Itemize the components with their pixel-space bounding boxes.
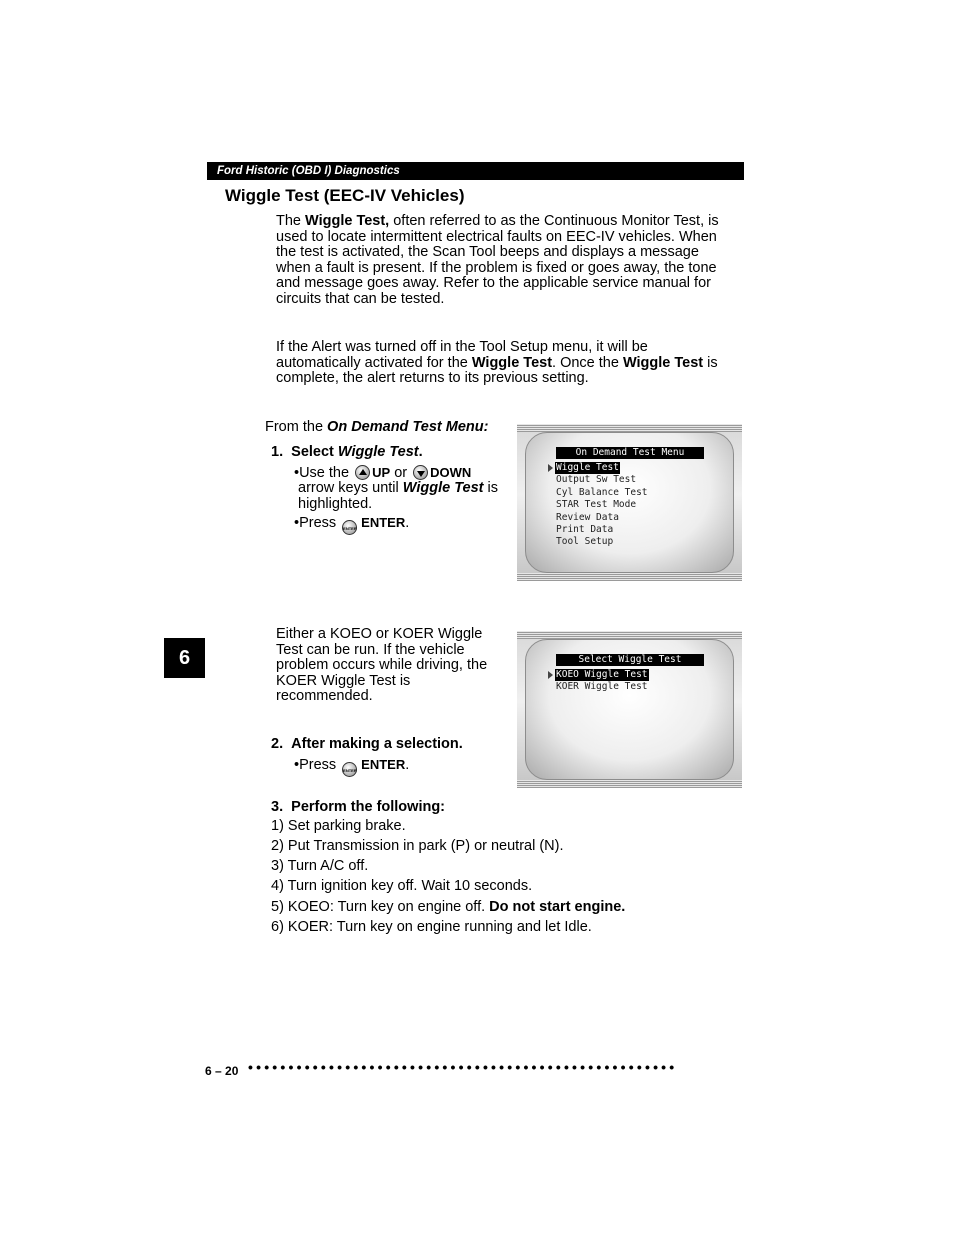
list-item: 2) Put Transmission in park (P) or neutral (N). [271, 838, 564, 854]
from-line: From the On Demand Test Menu: [265, 419, 489, 435]
screen-2-title: Select Wiggle Test [556, 654, 704, 666]
selection-pointer-icon [548, 464, 553, 472]
screen-1-item-tool-setup: Tool Setup [556, 536, 614, 547]
scan-tool-screen-on-demand-menu [517, 424, 742, 581]
list-item: 3) Turn A/C off. [271, 858, 369, 874]
step-1-use-keys: •Use the UP or DOWN [294, 465, 472, 481]
list-item: 6) KOER: Turn key on engine running and let Idle. [271, 919, 592, 935]
running-header: Ford Historic (OBD I) Diagnostics [207, 162, 744, 180]
step-1-press-enter: •Press ENTER ENTER. [294, 515, 409, 535]
screen-1-item-cyl-balance-test: Cyl Balance Test [556, 487, 648, 498]
down-arrow-key-icon [413, 465, 428, 480]
intro-paragraph: The Wiggle Test, often referred to as the Continuous Monitor Test, is used to locate intermittent electrical faults on EEC-IV vehicles. When the test is activated, the Scan Tool beeps and displays a message when a fault is present. If the problem is fixed or goes away, the tone and message goes away. Refer to the applicable service manual for circuits that can be tested. [276, 213, 719, 307]
step-2-press-enter: •Press ENTER ENTER. [294, 757, 409, 777]
footer-dot-leader: ••••••••••••••••••••••••••••••••••••••••••••••••••••• [248, 1059, 678, 1075]
koeo-koer-paragraph: Either a KOEO or KOER Wiggle Test can be run. If the vehicle problem occurs while driving, the KOER Wiggle Test is recommended. [276, 626, 488, 705]
scan-tool-screen-select-wiggle-test [517, 631, 742, 788]
screen-1-item-star-test-mode: STAR Test Mode [556, 499, 637, 510]
alert-paragraph: If the Alert was turned off in the Tool Setup menu, it will be automatically activated for the Wiggle Test. Once the Wiggle Test is complete, the alert returns to its previous setting. [276, 339, 718, 387]
selection-pointer-icon [548, 671, 553, 679]
section-title: Wiggle Test (EEC-IV Vehicles) [225, 186, 465, 205]
screen-2-item-koeo-wiggle-test: KOEO Wiggle Test [556, 669, 648, 680]
screen-1-item-output-sw-test: Output Sw Test [556, 474, 637, 485]
up-arrow-key-icon [355, 465, 370, 480]
screen-2-item-koer-wiggle-test: KOER Wiggle Test [556, 681, 648, 692]
chapter-tab: 6 [164, 638, 205, 678]
enter-key-icon: ENTER [342, 762, 357, 777]
screen-1-item-print-data: Print Data [556, 524, 614, 535]
list-item: 4) Turn ignition key off. Wait 10 seconds. [271, 878, 533, 894]
step-3-heading: 3. Perform the following: [271, 799, 446, 815]
list-item: 1) Set parking brake. [271, 818, 406, 834]
screen-1-item-review-data: Review Data [556, 512, 619, 523]
step-1-arrow-text: arrow keys until Wiggle Test is highlighted. [298, 480, 498, 512]
step-2-heading: 2. After making a selection. [271, 736, 463, 752]
step-1-heading: 1. Select Wiggle Test. [271, 444, 423, 460]
screen-1-title: On Demand Test Menu [556, 447, 704, 459]
list-item: 5) KOEO: Turn key on engine off. Do not start engine. [271, 899, 626, 915]
page-number: 6 – 20 [205, 1064, 239, 1078]
screen-1-item-wiggle-test: Wiggle Test [556, 462, 619, 473]
enter-key-icon: ENTER [342, 520, 357, 535]
